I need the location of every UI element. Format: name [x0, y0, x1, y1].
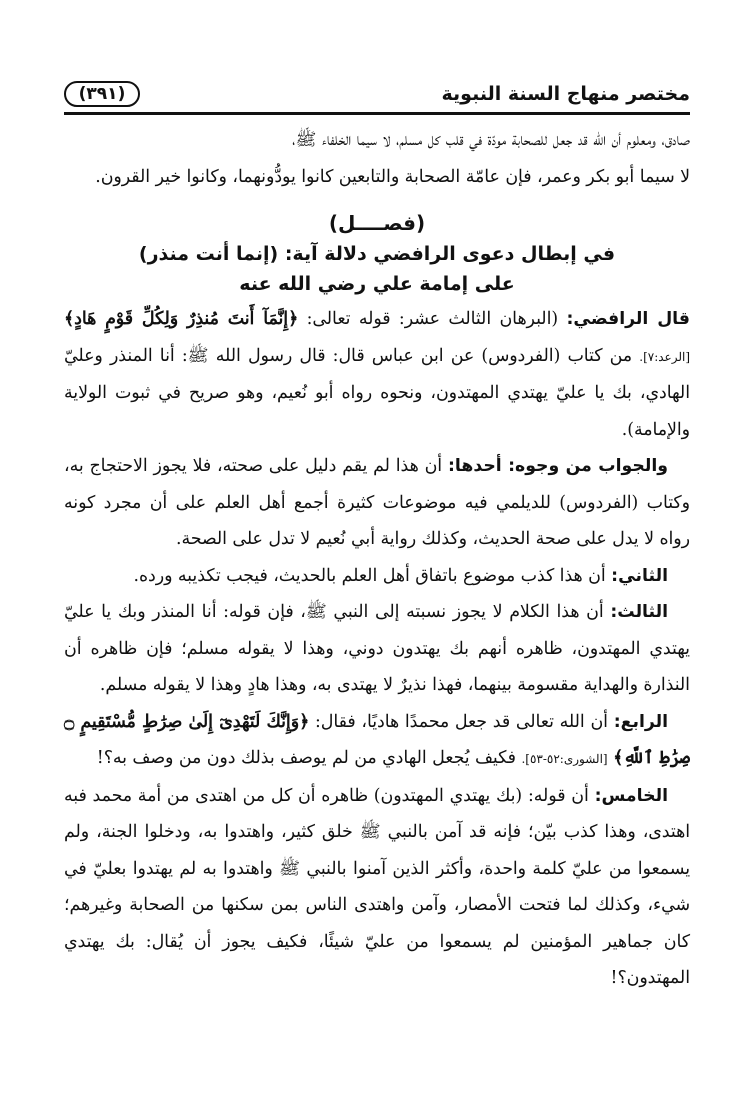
paragraph-lead: الثاني:	[611, 565, 668, 586]
page-number-badge: (٣٩١)	[64, 81, 140, 107]
paragraph-text: أن الله تعالى قد جعل محمدًا هاديًا، فقال:	[314, 711, 608, 732]
paragraph-lead: الثالث:	[610, 602, 669, 622]
paragraph-text: (البرهان الثالث عشر: قوله تعالى:	[306, 309, 559, 329]
section-heading	[64, 207, 690, 299]
verse-reference: [الرعد:٧].	[639, 349, 690, 364]
page-body	[64, 122, 690, 997]
paragraph-answer-first	[64, 448, 690, 558]
paragraph-lead: قال الرافضي:	[566, 309, 690, 329]
paragraph-third	[64, 594, 690, 704]
paragraph-lead: والجواب من وجوه: أحدها:	[447, 456, 668, 476]
paragraph-text: أن هذا لم يقم دليل على صحته، فلا يجوز الاحتجاج به، وكتاب (الفردوس) للديلمي فيه موضوعات كثيرة أجمع أهل العلم على أن مجرد كونه رواه لا يدل على صحة الحديث، وكذلك رواية أبي نُعيم لا تدل على الصحة.	[64, 456, 690, 549]
paragraph-text: أن هذا كذب موضوع باتفاق أهل العلم بالحديث، فيجب تكذيبه ورده.	[133, 565, 606, 586]
section-title-line-1: في إبطال دعوى الرافضي دلالة آية: (إنما أنت منذر)	[138, 243, 616, 265]
paragraph-lead: الخامس:	[594, 785, 668, 806]
quran-verse: ﴿إِنَّمَآ أَنتَ مُنذِرٌ وَلِكُلِّ قَوْمٍ هَادٍ﴾	[64, 309, 299, 329]
paragraph-text: أن قوله: (بك يهتدي المهتدون) ظاهره أن كل من اهتدى من أمة محمد فبه اهتدى، وهذا كذب بيّن؛ فإنه قد آمن بالنبي ﷺ خلق كثير، واهتدوا به، ودخلوا الجنة، ولم يسمعوا من عليّ كلمة واحدة، وأكثر الذين آمنوا بالنبي ﷺ واهتدوا به لم يهتدوا بعليّ في شيء، وكذلك لما فتحت الأمصار، وآمن واهتدى الناس بمن سكنها من الصحابة وغيرهم؛ كان جماهير المؤمنين لم يسمعوا من عليّ شيئًا، فكيف يجوز أن يُقال: بك يهتدي المهتدون؟!	[64, 785, 690, 988]
paragraph-text: أن هذا الكلام لا يجوز نسبته إلى النبي ﷺ، فإن قوله: أنا المنذر وبك يا عليّ يهتدي المهتدون، ظاهره أنهم بك يهتدون دوني، وهذا لا يقوله مسلم؛ فإن ظاهره أن النذارة والهداية مقسومة بينهما، فهذا نذيرٌ لا يهتدى به، وهذا هادٍ وهذا لا يقوله مسلم.	[64, 602, 690, 695]
verse-reference: [الشورى:٥٢-٥٣].	[521, 752, 608, 766]
paragraph-lead: الرابع:	[613, 711, 669, 732]
page-header	[64, 76, 690, 115]
paragraph-rafidi-claim	[64, 301, 690, 448]
paragraph-fifth	[64, 778, 690, 997]
section-title-line-2: على إمامة علي رضي الله عنه	[239, 273, 515, 295]
intro-line-1: صادق، ومعلوم أن الله قد جعل للصحابة مودّة في قلب كل مسلم، لا سيما الخلفاء ﷺ،	[292, 130, 690, 150]
running-title: مختصر منهاج السنة النبوية	[441, 83, 690, 105]
intro-line-2: لا سيما أبو بكر وعمر، فإن عامّة الصحابة والتابعين كانوا يودُّونهما، وكانوا خير القرون.	[95, 166, 690, 187]
quran-verse: ﴿وَإِنَّكَ لَتَهْدِىٓ إِلَىٰ صِرَٰطٍ مُّسْتَقِيمٍ ۝ صِرَٰطِ ٱللَّهِ﴾	[64, 711, 690, 768]
paragraph-text: فكيف يُجعل الهادي من لم يوصف بذلك دون من وصف به؟!	[96, 748, 516, 768]
paragraph-second	[64, 558, 690, 595]
paragraph-text: من كتاب (الفردوس) عن ابن عباس قال: قال رسول الله ﷺ: أنا المنذر وعليّ الهادي، بك يا عليّ يهتدي المهتدون، ونحوه رواه أبو نُعيم، وهو صريح في ثبوت الولاية والإمامة).	[64, 345, 690, 440]
paragraph-fourth	[64, 704, 690, 778]
section-label: (فصــــل)	[328, 211, 426, 235]
